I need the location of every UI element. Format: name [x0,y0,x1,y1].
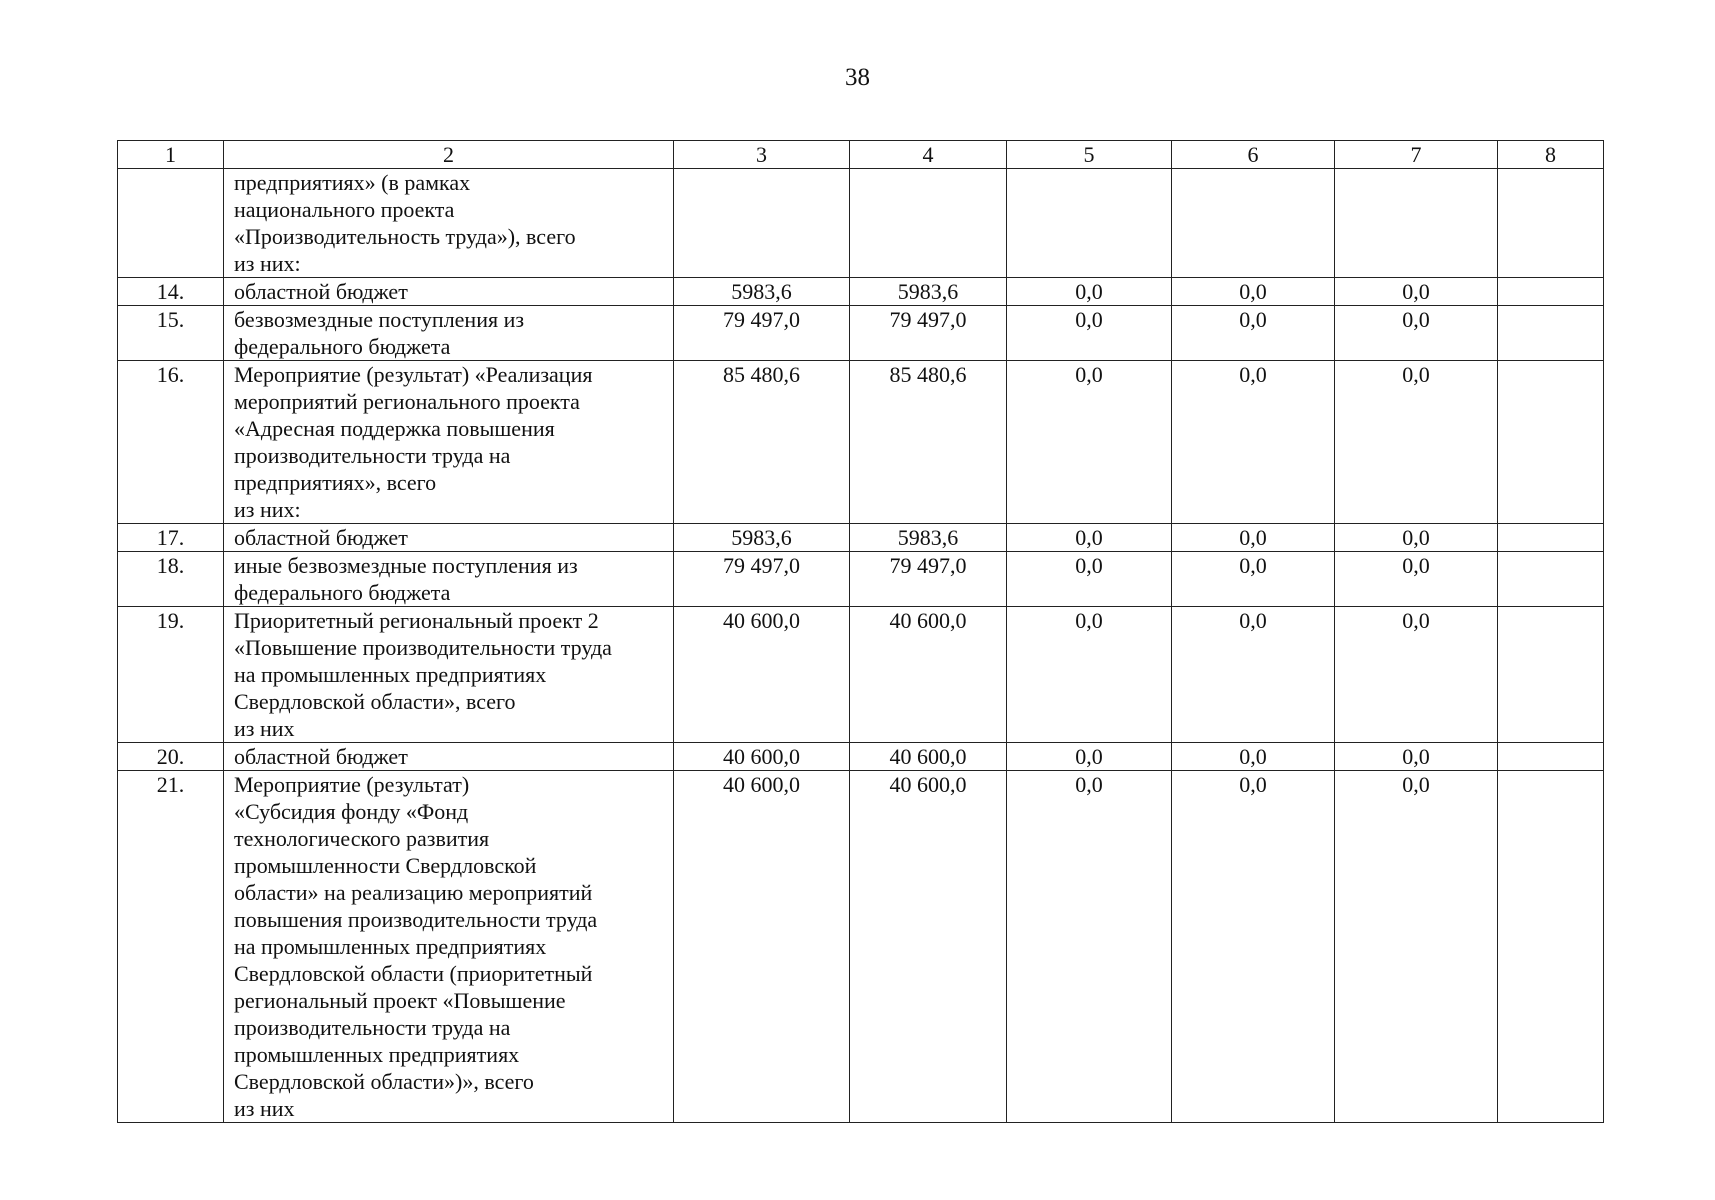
row-name-cell [224,743,674,771]
row-number-cell: 21. [118,771,224,1123]
value-cell-col-5: 0,0 [1007,552,1172,607]
row-name-line: региональный проект «Повышение [234,988,566,1013]
header-cell-8: 8 [1498,141,1604,169]
value-cell-col-6: 0,0 [1172,361,1335,524]
row-name-cell [224,607,674,743]
row-name-line: «Повышение производительности труда [234,635,612,660]
row-name-line: областной бюджет [234,744,408,769]
row-number-cell: 18. [118,552,224,607]
value-cell-col-4: 40 600,0 [850,607,1007,743]
row-name-line: мероприятий регионального проекта [234,389,580,414]
row-name-line: Свердловской области (приоритетный [234,961,593,986]
value-cell-col-6: 0,0 [1172,552,1335,607]
header-cell-2: 2 [224,141,674,169]
value-cell-col-4: 5983,6 [850,278,1007,306]
row-name-line: повышения производительности труда [234,907,598,932]
row-number-cell [118,169,224,278]
row-name-line: «Субсидия фонду «Фонд [234,799,469,824]
row-name-line: промышленных предприятиях [234,1042,520,1067]
value-cell-col-4: 5983,6 [850,524,1007,552]
value-cell-col-3: 85 480,6 [674,361,850,524]
row-name-line: областной бюджет [234,525,408,550]
value-cell-col-3: 5983,6 [674,278,850,306]
row-name-line: области» на реализацию мероприятий [234,880,593,905]
value-cell-col-3: 40 600,0 [674,771,850,1123]
row-name-line: предприятиях» (в рамках [234,170,471,195]
row-name-cell [224,306,674,361]
row-name-line: безвозмездные поступления из [234,307,525,332]
row-name-line: из них [234,716,295,741]
value-cell-col-7: 0,0 [1335,361,1498,524]
value-cell-col-7: 0,0 [1335,306,1498,361]
row-name-cell [224,169,674,278]
value-cell-col-4: 85 480,6 [850,361,1007,524]
row-name-line: промышленности Свердловской [234,853,537,878]
row-name-line: из них: [234,251,301,276]
value-cell-col-6: 0,0 [1172,607,1335,743]
value-cell-col-3: 79 497,0 [674,552,850,607]
row-name-line: на промышленных предприятиях [234,662,547,687]
table-row [118,552,1604,607]
table-row [118,306,1604,361]
row-name-cell [224,552,674,607]
value-cell-col-5: 0,0 [1007,524,1172,552]
row-name-cell [224,524,674,552]
value-cell-col-8 [1498,552,1604,607]
value-cell-col-8 [1498,607,1604,743]
row-name-line: «Производительность труда»), всего [234,224,576,249]
value-cell-col-5: 0,0 [1007,278,1172,306]
value-cell-col-7: 0,0 [1335,771,1498,1123]
row-name-line: из них: [234,497,301,522]
header-cell-7: 7 [1335,141,1498,169]
value-cell-col-7: 0,0 [1335,552,1498,607]
value-cell-col-6: 0,0 [1172,278,1335,306]
row-name-line: Свердловской области»)», всего [234,1069,534,1094]
table-row [118,743,1604,771]
row-name-line: на промышленных предприятиях [234,934,547,959]
value-cell-col-7: 0,0 [1335,743,1498,771]
value-cell-col-7 [1335,169,1498,278]
value-cell-col-8 [1498,524,1604,552]
value-cell-col-4: 40 600,0 [850,743,1007,771]
value-cell-col-8 [1498,361,1604,524]
row-name-line: Приоритетный региональный проект 2 [234,608,599,633]
header-cell-3: 3 [674,141,850,169]
row-name-line: технологического развития [234,826,490,851]
value-cell-col-8 [1498,278,1604,306]
value-cell-col-5 [1007,169,1172,278]
row-name-line: иные безвозмездные поступления из [234,553,578,578]
row-name-line: областной бюджет [234,279,408,304]
header-cell-6: 6 [1172,141,1335,169]
value-cell-col-8 [1498,169,1604,278]
value-cell-col-4: 79 497,0 [850,306,1007,361]
row-number-cell: 14. [118,278,224,306]
value-cell-col-7: 0,0 [1335,524,1498,552]
row-name-cell [224,771,674,1123]
value-cell-col-4: 40 600,0 [850,771,1007,1123]
row-number-cell: 15. [118,306,224,361]
value-cell-col-5: 0,0 [1007,771,1172,1123]
row-name-line: предприятиях», всего [234,470,437,495]
budget-table [117,140,1604,1123]
table-row [118,278,1604,306]
value-cell-col-8 [1498,743,1604,771]
value-cell-col-3: 79 497,0 [674,306,850,361]
value-cell-col-5: 0,0 [1007,607,1172,743]
row-name-line: производительности труда на [234,1015,511,1040]
row-name-line: производительности труда на [234,443,511,468]
row-name-line: национального проекта [234,197,455,222]
table-row [118,524,1604,552]
value-cell-col-6: 0,0 [1172,743,1335,771]
row-name-cell [224,361,674,524]
value-cell-col-4 [850,169,1007,278]
header-cell-5: 5 [1007,141,1172,169]
table-row [118,607,1604,743]
table-body [118,169,1604,1123]
table-row [118,169,1604,278]
row-number-cell: 19. [118,607,224,743]
value-cell-col-5: 0,0 [1007,306,1172,361]
value-cell-col-3 [674,169,850,278]
row-name-line: из них [234,1096,295,1121]
row-name-line: «Адресная поддержка повышения [234,416,555,441]
value-cell-col-6: 0,0 [1172,306,1335,361]
row-name-line: федерального бюджета [234,580,451,605]
row-name-line: Мероприятие (результат) «Реализация [234,362,593,387]
value-cell-col-3: 40 600,0 [674,607,850,743]
value-cell-col-6 [1172,169,1335,278]
table-row [118,361,1604,524]
header-cell-1: 1 [118,141,224,169]
row-name-line: Свердловской области», всего [234,689,516,714]
page-number: 38 [845,64,870,91]
row-name-line: федерального бюджета [234,334,451,359]
value-cell-col-3: 5983,6 [674,524,850,552]
row-name-line: Мероприятие (результат) [234,772,470,797]
header-row [118,141,1604,169]
value-cell-col-4: 79 497,0 [850,552,1007,607]
row-number-cell: 17. [118,524,224,552]
value-cell-col-7: 0,0 [1335,278,1498,306]
value-cell-col-7: 0,0 [1335,607,1498,743]
row-number-cell: 16. [118,361,224,524]
value-cell-col-3: 40 600,0 [674,743,850,771]
value-cell-col-6: 0,0 [1172,771,1335,1123]
header-cell-4: 4 [850,141,1007,169]
value-cell-col-8 [1498,306,1604,361]
value-cell-col-8 [1498,771,1604,1123]
row-name-cell [224,278,674,306]
table-row [118,771,1604,1123]
value-cell-col-5: 0,0 [1007,361,1172,524]
value-cell-col-5: 0,0 [1007,743,1172,771]
row-number-cell: 20. [118,743,224,771]
value-cell-col-6: 0,0 [1172,524,1335,552]
